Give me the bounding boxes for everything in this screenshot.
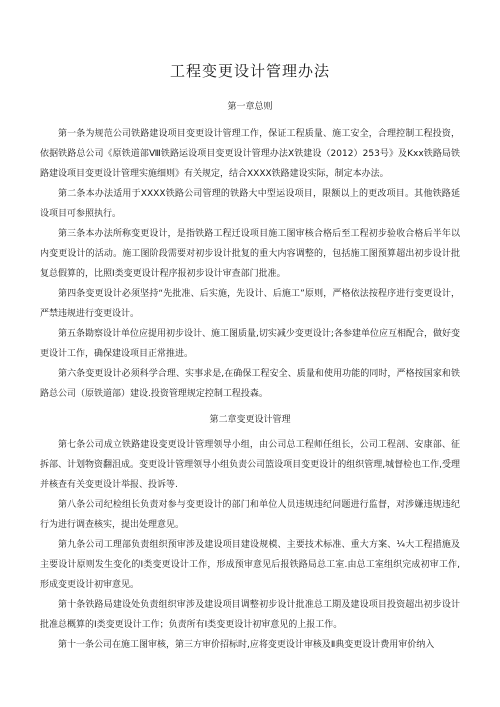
article-4: 第四条变更设计必须坚持“先批准、后实施，先设计、后施工”原则，严格依法按程序进行变更设计，严禁违规进行变更设计。 — [40, 289, 460, 319]
article-3: 第三条本办法所称变更设计，是指铁路工程迁设项目施工图审核合格后至工程初步验收合格后半年以内变更设计的活动。施工图阶段需要对初步设计批复的重大内容调整的，包括施工图预算超出初步设计批复总假算的，比照Ⅰ类变更设计程序报初步设计审查部门批准。 — [40, 229, 460, 279]
article-9: 第九条公司工理部负责组织预审涉及建设项目建设规模、主要技术标准、重大方案、¼大工程措施及主要设计原则发生变化的Ⅰ类变更设计工作，形成预审意见后报铁路局总工室.由总工室组织完成初审工作,形成变更设计初审意见。 — [40, 540, 460, 590]
article-6: 第六条变更设计必须科学合理、实事求是,在确保工程安全、质量和使用功能的同时，严格按国家和铁路总公司（原铁道部）建设.投资管理规定控制工程投森。 — [40, 369, 460, 399]
article-5: 第五条勘察设计单位应提用初步设计、施工图质量,切实减少变更设计;各参建单位应互相配合，做好变更设计工作，确保建设项目正常推进。 — [40, 329, 460, 359]
article-10: 第十条铁路局建设处负责组织审涉及建设项目调整初步设计批准总工期及建设项目投资超出初步设计批准总概算的Ⅰ类变更设计工作；负责所有Ⅰ类变更设计初审意见的上报工作。 — [40, 600, 460, 630]
chapter-heading-2: 第二章变更设计管理 — [209, 415, 291, 425]
document-title: 工程变更设计管理办法 — [169, 62, 330, 80]
chapter-heading-1: 第一章总则 — [227, 102, 273, 112]
article-11: 第十一条公司在施工图审核，第三方审价招标时,应将变更设计审核及Ⅱ典变更设计费用审价纳入 — [58, 640, 435, 650]
article-1: 第一条为规范公司铁路建设项目变更设计管理工作，保证工程质量、施工安全，合理控制工程投资，依据铁路总公司《原铁道部Ⅷ铁路运设项目变更设计管理办法X铁建设（2012）253号》及Kxx铁路局铁路建设项目变更设计管理实施细则》有关规定，结合XXXX铁路建设实际，制定本办法。 — [40, 129, 460, 179]
article-2: 第二条本办法适用于XXXX铁路公司管理的铁路大中型运设项目，限额以上的更改项目。其他铁路延设项目可参照执行。 — [40, 189, 460, 219]
article-7: 第七条公司成立铁路建设变更设计管理领导小组，由公司总工程师任组长，公司工程剖、安康部、征拆部、计划物资翻沮成。变更设计管理领导小组负责公司篮设项目变更设计的组织管理,城督检也工作,受理并核查有关变更设计举报、投诉等. — [40, 440, 460, 490]
article-8: 第八条公司纪检组长负责对参与变更设计的部门和单位人员违规违纪问题进行监督，对涉嫌违规违纪行为进行调查核实，提出处理意见。 — [40, 500, 460, 530]
